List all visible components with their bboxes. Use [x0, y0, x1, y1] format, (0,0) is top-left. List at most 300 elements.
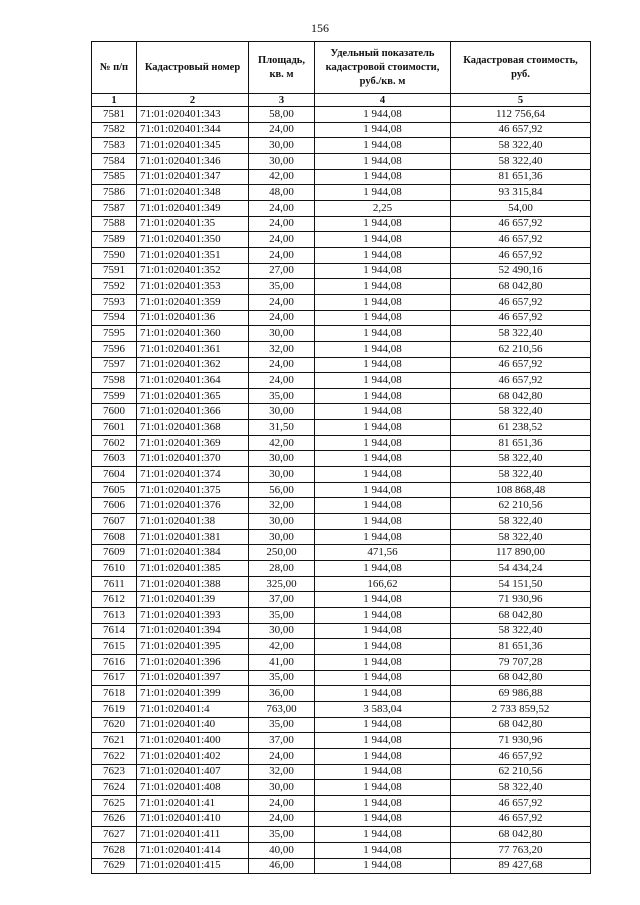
cell-area: 32,00 — [249, 764, 315, 780]
table-row — [92, 185, 591, 201]
cell-row-number: 7601 — [92, 420, 137, 436]
table-row — [92, 561, 591, 577]
cell-cadastral-number: 71:01:020401:353 — [137, 279, 249, 295]
cell-cadastral-number: 71:01:020401:370 — [137, 451, 249, 467]
table-row — [92, 654, 591, 670]
cell-cadastral-value: 68 042,80 — [451, 717, 591, 733]
cell-cadastral-number: 71:01:020401:415 — [137, 858, 249, 874]
cell-area: 32,00 — [249, 498, 315, 514]
cell-cadastral-number: 71:01:020401:397 — [137, 670, 249, 686]
header-row-number: № п/п — [92, 42, 137, 94]
cell-row-number: 7623 — [92, 764, 137, 780]
cell-row-number: 7603 — [92, 451, 137, 467]
cell-row-number: 7592 — [92, 279, 137, 295]
table-row — [92, 138, 591, 154]
cell-area: 30,00 — [249, 467, 315, 483]
cell-cadastral-value: 52 490,16 — [451, 263, 591, 279]
cell-specific-value: 1 944,08 — [315, 529, 451, 545]
table-row — [92, 310, 591, 326]
cell-row-number: 7613 — [92, 608, 137, 624]
table-row — [92, 592, 591, 608]
cell-specific-value: 1 944,08 — [315, 639, 451, 655]
cell-area: 24,00 — [249, 748, 315, 764]
cell-cadastral-value: 58 322,40 — [451, 451, 591, 467]
table-row — [92, 467, 591, 483]
cell-area: 35,00 — [249, 717, 315, 733]
cell-cadastral-number: 71:01:020401:376 — [137, 498, 249, 514]
cell-cadastral-number: 71:01:020401:4 — [137, 701, 249, 717]
cell-cadastral-value: 58 322,40 — [451, 153, 591, 169]
cell-cadastral-number: 71:01:020401:352 — [137, 263, 249, 279]
cell-cadastral-number: 71:01:020401:343 — [137, 107, 249, 123]
cell-row-number: 7606 — [92, 498, 137, 514]
cell-specific-value: 3 583,04 — [315, 701, 451, 717]
cell-cadastral-number: 71:01:020401:351 — [137, 247, 249, 263]
cell-specific-value: 1 944,08 — [315, 592, 451, 608]
table-row — [92, 216, 591, 232]
cell-row-number: 7628 — [92, 842, 137, 858]
cell-area: 30,00 — [249, 404, 315, 420]
cell-cadastral-value: 69 986,88 — [451, 686, 591, 702]
table-row — [92, 639, 591, 655]
cell-specific-value: 1 944,08 — [315, 498, 451, 514]
cell-cadastral-number: 71:01:020401:393 — [137, 608, 249, 624]
cell-row-number: 7616 — [92, 654, 137, 670]
column-index: 2 — [137, 94, 249, 107]
cell-specific-value: 1 944,08 — [315, 795, 451, 811]
cell-row-number: 7584 — [92, 153, 137, 169]
cell-cadastral-value: 81 651,36 — [451, 435, 591, 451]
cell-cadastral-value: 81 651,36 — [451, 169, 591, 185]
cell-row-number: 7610 — [92, 561, 137, 577]
cell-area: 24,00 — [249, 357, 315, 373]
cell-row-number: 7619 — [92, 701, 137, 717]
cell-row-number: 7614 — [92, 623, 137, 639]
cell-area: 46,00 — [249, 858, 315, 874]
cell-specific-value: 1 944,08 — [315, 686, 451, 702]
table-row — [92, 404, 591, 420]
table-row — [92, 482, 591, 498]
cell-cadastral-value: 71 930,96 — [451, 733, 591, 749]
cell-cadastral-number: 71:01:020401:364 — [137, 373, 249, 389]
cell-row-number: 7615 — [92, 639, 137, 655]
table-row — [92, 200, 591, 216]
cell-area: 32,00 — [249, 341, 315, 357]
cell-row-number: 7581 — [92, 107, 137, 123]
cell-row-number: 7611 — [92, 576, 137, 592]
cell-specific-value: 1 944,08 — [315, 670, 451, 686]
cell-area: 27,00 — [249, 263, 315, 279]
table-row — [92, 122, 591, 138]
cell-area: 28,00 — [249, 561, 315, 577]
cell-cadastral-value: 58 322,40 — [451, 623, 591, 639]
cell-row-number: 7609 — [92, 545, 137, 561]
cell-area: 250,00 — [249, 545, 315, 561]
cell-cadastral-value: 89 427,68 — [451, 858, 591, 874]
cell-cadastral-number: 71:01:020401:402 — [137, 748, 249, 764]
cell-cadastral-value: 68 042,80 — [451, 279, 591, 295]
header-cadastral-number: Кадастровый номер — [137, 42, 249, 94]
cell-specific-value: 166,62 — [315, 576, 451, 592]
cell-cadastral-value: 46 657,92 — [451, 216, 591, 232]
table-row — [92, 842, 591, 858]
cell-cadastral-number: 71:01:020401:35 — [137, 216, 249, 232]
table-row — [92, 748, 591, 764]
cell-area: 48,00 — [249, 185, 315, 201]
cell-cadastral-value: 112 756,64 — [451, 107, 591, 123]
cell-cadastral-value: 58 322,40 — [451, 138, 591, 154]
cell-cadastral-value: 61 238,52 — [451, 420, 591, 436]
cell-area: 58,00 — [249, 107, 315, 123]
table-row — [92, 608, 591, 624]
cell-cadastral-value: 46 657,92 — [451, 232, 591, 248]
cell-cadastral-value: 108 868,48 — [451, 482, 591, 498]
cell-cadastral-number: 71:01:020401:381 — [137, 529, 249, 545]
cadastral-value-table — [91, 41, 591, 874]
cell-area: 35,00 — [249, 827, 315, 843]
table-row — [92, 169, 591, 185]
cell-row-number: 7595 — [92, 326, 137, 342]
table-row — [92, 514, 591, 530]
cell-area: 41,00 — [249, 654, 315, 670]
cell-row-number: 7583 — [92, 138, 137, 154]
cell-cadastral-value: 46 657,92 — [451, 310, 591, 326]
cell-row-number: 7604 — [92, 467, 137, 483]
cell-cadastral-value: 2 733 859,52 — [451, 701, 591, 717]
table-row — [92, 420, 591, 436]
cell-specific-value: 1 944,08 — [315, 561, 451, 577]
cell-area: 30,00 — [249, 451, 315, 467]
table-row — [92, 545, 591, 561]
cell-cadastral-number: 71:01:020401:362 — [137, 357, 249, 373]
table-row — [92, 373, 591, 389]
cell-cadastral-value: 46 657,92 — [451, 373, 591, 389]
table-row — [92, 357, 591, 373]
cell-cadastral-value: 54 151,50 — [451, 576, 591, 592]
cell-specific-value: 1 944,08 — [315, 623, 451, 639]
cell-specific-value: 1 944,08 — [315, 842, 451, 858]
table-row — [92, 576, 591, 592]
cell-row-number: 7589 — [92, 232, 137, 248]
table-row — [92, 701, 591, 717]
cell-cadastral-number: 71:01:020401:385 — [137, 561, 249, 577]
cell-specific-value: 1 944,08 — [315, 467, 451, 483]
table-row — [92, 388, 591, 404]
cell-area: 30,00 — [249, 138, 315, 154]
cell-cadastral-number: 71:01:020401:360 — [137, 326, 249, 342]
cell-row-number: 7591 — [92, 263, 137, 279]
cell-cadastral-number: 71:01:020401:414 — [137, 842, 249, 858]
cell-row-number: 7588 — [92, 216, 137, 232]
table-row — [92, 279, 591, 295]
cell-area: 24,00 — [249, 232, 315, 248]
cell-area: 31,50 — [249, 420, 315, 436]
table-row — [92, 827, 591, 843]
cell-cadastral-number: 71:01:020401:361 — [137, 341, 249, 357]
cell-area: 30,00 — [249, 514, 315, 530]
cell-cadastral-value: 46 657,92 — [451, 122, 591, 138]
table-row — [92, 263, 591, 279]
cell-area: 40,00 — [249, 842, 315, 858]
cell-cadastral-value: 62 210,56 — [451, 341, 591, 357]
cell-cadastral-value: 58 322,40 — [451, 514, 591, 530]
cell-row-number: 7585 — [92, 169, 137, 185]
cell-cadastral-number: 71:01:020401:344 — [137, 122, 249, 138]
cell-cadastral-value: 71 930,96 — [451, 592, 591, 608]
cell-specific-value: 1 944,08 — [315, 216, 451, 232]
cell-cadastral-value: 81 651,36 — [451, 639, 591, 655]
cell-specific-value: 1 944,08 — [315, 122, 451, 138]
cell-specific-value: 1 944,08 — [315, 388, 451, 404]
header-area: Площадь, кв. м — [249, 42, 315, 94]
cell-row-number: 7625 — [92, 795, 137, 811]
table-row — [92, 764, 591, 780]
cell-cadastral-number: 71:01:020401:396 — [137, 654, 249, 670]
table-row — [92, 623, 591, 639]
cell-area: 325,00 — [249, 576, 315, 592]
cell-area: 30,00 — [249, 623, 315, 639]
cell-cadastral-value: 58 322,40 — [451, 780, 591, 796]
cell-cadastral-value: 58 322,40 — [451, 467, 591, 483]
cell-cadastral-value: 117 890,00 — [451, 545, 591, 561]
cell-specific-value: 1 944,08 — [315, 717, 451, 733]
cell-area: 35,00 — [249, 608, 315, 624]
cell-cadastral-value: 79 707,28 — [451, 654, 591, 670]
table-row — [92, 247, 591, 263]
cell-cadastral-number: 71:01:020401:348 — [137, 185, 249, 201]
table-body — [92, 107, 591, 874]
cell-cadastral-number: 71:01:020401:384 — [137, 545, 249, 561]
column-index: 3 — [249, 94, 315, 107]
cell-area: 42,00 — [249, 435, 315, 451]
cell-specific-value: 1 944,08 — [315, 420, 451, 436]
cell-area: 24,00 — [249, 310, 315, 326]
cell-row-number: 7629 — [92, 858, 137, 874]
cell-row-number: 7607 — [92, 514, 137, 530]
cell-area: 30,00 — [249, 153, 315, 169]
header-specific-value: Удельный показатель кадастровой стоимости, руб./кв. м — [315, 42, 451, 94]
cell-row-number: 7593 — [92, 294, 137, 310]
cell-row-number: 7624 — [92, 780, 137, 796]
cell-specific-value: 1 944,08 — [315, 514, 451, 530]
column-index: 5 — [451, 94, 591, 107]
cell-cadastral-number: 71:01:020401:368 — [137, 420, 249, 436]
cell-cadastral-number: 71:01:020401:408 — [137, 780, 249, 796]
cell-cadastral-number: 71:01:020401:369 — [137, 435, 249, 451]
cell-area: 30,00 — [249, 780, 315, 796]
cell-area: 35,00 — [249, 279, 315, 295]
cell-row-number: 7600 — [92, 404, 137, 420]
cell-cadastral-number: 71:01:020401:41 — [137, 795, 249, 811]
cell-cadastral-number: 71:01:020401:407 — [137, 764, 249, 780]
cell-row-number: 7621 — [92, 733, 137, 749]
cell-cadastral-value: 58 322,40 — [451, 326, 591, 342]
cell-cadastral-number: 71:01:020401:39 — [137, 592, 249, 608]
cell-specific-value: 1 944,08 — [315, 827, 451, 843]
cell-area: 37,00 — [249, 733, 315, 749]
cell-area: 24,00 — [249, 795, 315, 811]
table-row — [92, 686, 591, 702]
cell-cadastral-value: 54 434,24 — [451, 561, 591, 577]
cell-row-number: 7597 — [92, 357, 137, 373]
cell-specific-value: 1 944,08 — [315, 858, 451, 874]
cell-cadastral-value: 68 042,80 — [451, 608, 591, 624]
table-row — [92, 717, 591, 733]
cell-cadastral-number: 71:01:020401:366 — [137, 404, 249, 420]
cell-area: 36,00 — [249, 686, 315, 702]
cell-row-number: 7620 — [92, 717, 137, 733]
table-row — [92, 795, 591, 811]
cell-area: 24,00 — [249, 247, 315, 263]
cell-specific-value: 1 944,08 — [315, 764, 451, 780]
cell-cadastral-number: 71:01:020401:345 — [137, 138, 249, 154]
cell-cadastral-value: 58 322,40 — [451, 404, 591, 420]
cell-area: 24,00 — [249, 122, 315, 138]
cell-row-number: 7612 — [92, 592, 137, 608]
cell-specific-value: 1 944,08 — [315, 153, 451, 169]
cell-cadastral-number: 71:01:020401:40 — [137, 717, 249, 733]
cell-cadastral-number: 71:01:020401:347 — [137, 169, 249, 185]
cell-cadastral-value: 68 042,80 — [451, 388, 591, 404]
cell-cadastral-value: 46 657,92 — [451, 811, 591, 827]
cell-row-number: 7582 — [92, 122, 137, 138]
table-row — [92, 733, 591, 749]
cell-cadastral-number: 71:01:020401:349 — [137, 200, 249, 216]
cell-specific-value: 1 944,08 — [315, 263, 451, 279]
cell-area: 30,00 — [249, 529, 315, 545]
table-row — [92, 341, 591, 357]
cell-cadastral-value: 46 657,92 — [451, 748, 591, 764]
cell-row-number: 7617 — [92, 670, 137, 686]
cell-specific-value: 1 944,08 — [315, 404, 451, 420]
cell-area: 24,00 — [249, 200, 315, 216]
cell-area: 42,00 — [249, 169, 315, 185]
cell-cadastral-number: 71:01:020401:394 — [137, 623, 249, 639]
column-index: 4 — [315, 94, 451, 107]
cell-row-number: 7599 — [92, 388, 137, 404]
cell-cadastral-number: 71:01:020401:359 — [137, 294, 249, 310]
cell-row-number: 7596 — [92, 341, 137, 357]
cell-cadastral-number: 71:01:020401:374 — [137, 467, 249, 483]
page-number: 156 — [311, 21, 329, 35]
cell-row-number: 7626 — [92, 811, 137, 827]
table-row — [92, 670, 591, 686]
table-row — [92, 294, 591, 310]
cell-row-number: 7598 — [92, 373, 137, 389]
cell-cadastral-value: 58 322,40 — [451, 529, 591, 545]
cell-cadastral-number: 71:01:020401:411 — [137, 827, 249, 843]
cell-row-number: 7608 — [92, 529, 137, 545]
cell-specific-value: 1 944,08 — [315, 733, 451, 749]
cell-specific-value: 1 944,08 — [315, 341, 451, 357]
cell-cadastral-value: 93 315,84 — [451, 185, 591, 201]
column-index: 1 — [92, 94, 137, 107]
cell-specific-value: 1 944,08 — [315, 169, 451, 185]
cell-specific-value: 1 944,08 — [315, 780, 451, 796]
cell-specific-value: 1 944,08 — [315, 326, 451, 342]
cell-cadastral-value: 46 657,92 — [451, 247, 591, 263]
cell-cadastral-value: 46 657,92 — [451, 357, 591, 373]
cell-row-number: 7627 — [92, 827, 137, 843]
cell-specific-value: 1 944,08 — [315, 138, 451, 154]
cell-specific-value: 1 944,08 — [315, 107, 451, 123]
table-header-row — [92, 42, 591, 94]
cell-specific-value: 1 944,08 — [315, 451, 451, 467]
cell-cadastral-value: 54,00 — [451, 200, 591, 216]
cell-area: 24,00 — [249, 373, 315, 389]
cell-area: 35,00 — [249, 670, 315, 686]
cell-cadastral-number: 71:01:020401:388 — [137, 576, 249, 592]
cell-cadastral-number: 71:01:020401:346 — [137, 153, 249, 169]
table-row — [92, 435, 591, 451]
table-row — [92, 107, 591, 123]
cell-cadastral-value: 77 763,20 — [451, 842, 591, 858]
table-row — [92, 153, 591, 169]
table-row — [92, 529, 591, 545]
cell-cadastral-value: 46 657,92 — [451, 294, 591, 310]
cell-specific-value: 1 944,08 — [315, 232, 451, 248]
cell-row-number: 7605 — [92, 482, 137, 498]
cell-specific-value: 1 944,08 — [315, 279, 451, 295]
table-row — [92, 498, 591, 514]
cell-specific-value: 1 944,08 — [315, 811, 451, 827]
cell-specific-value: 1 944,08 — [315, 654, 451, 670]
cell-cadastral-value: 68 042,80 — [451, 670, 591, 686]
cell-cadastral-number: 71:01:020401:36 — [137, 310, 249, 326]
cell-area: 763,00 — [249, 701, 315, 717]
cell-area: 24,00 — [249, 216, 315, 232]
table-row — [92, 232, 591, 248]
cell-cadastral-value: 46 657,92 — [451, 795, 591, 811]
cell-row-number: 7618 — [92, 686, 137, 702]
cell-area: 42,00 — [249, 639, 315, 655]
cell-specific-value: 1 944,08 — [315, 247, 451, 263]
cell-cadastral-value: 62 210,56 — [451, 764, 591, 780]
cell-cadastral-number: 71:01:020401:400 — [137, 733, 249, 749]
cell-row-number: 7586 — [92, 185, 137, 201]
cell-specific-value: 2,25 — [315, 200, 451, 216]
cell-cadastral-value: 68 042,80 — [451, 827, 591, 843]
cell-cadastral-number: 71:01:020401:375 — [137, 482, 249, 498]
cell-area: 56,00 — [249, 482, 315, 498]
cell-row-number: 7587 — [92, 200, 137, 216]
table-row — [92, 451, 591, 467]
table-row — [92, 326, 591, 342]
cell-specific-value: 1 944,08 — [315, 185, 451, 201]
header-cadastral-value: Кадастровая стоимость, руб. — [451, 42, 591, 94]
cell-specific-value: 471,56 — [315, 545, 451, 561]
cell-specific-value: 1 944,08 — [315, 435, 451, 451]
table-row — [92, 780, 591, 796]
table-row — [92, 811, 591, 827]
cell-specific-value: 1 944,08 — [315, 310, 451, 326]
cell-area: 37,00 — [249, 592, 315, 608]
cell-specific-value: 1 944,08 — [315, 748, 451, 764]
cell-area: 24,00 — [249, 294, 315, 310]
table-row — [92, 858, 591, 874]
cell-specific-value: 1 944,08 — [315, 373, 451, 389]
cell-cadastral-number: 71:01:020401:38 — [137, 514, 249, 530]
cell-area: 30,00 — [249, 326, 315, 342]
cell-row-number: 7594 — [92, 310, 137, 326]
cell-row-number: 7602 — [92, 435, 137, 451]
cell-cadastral-number: 71:01:020401:395 — [137, 639, 249, 655]
cell-row-number: 7622 — [92, 748, 137, 764]
cell-cadastral-number: 71:01:020401:350 — [137, 232, 249, 248]
cell-cadastral-number: 71:01:020401:399 — [137, 686, 249, 702]
cell-row-number: 7590 — [92, 247, 137, 263]
cell-specific-value: 1 944,08 — [315, 608, 451, 624]
